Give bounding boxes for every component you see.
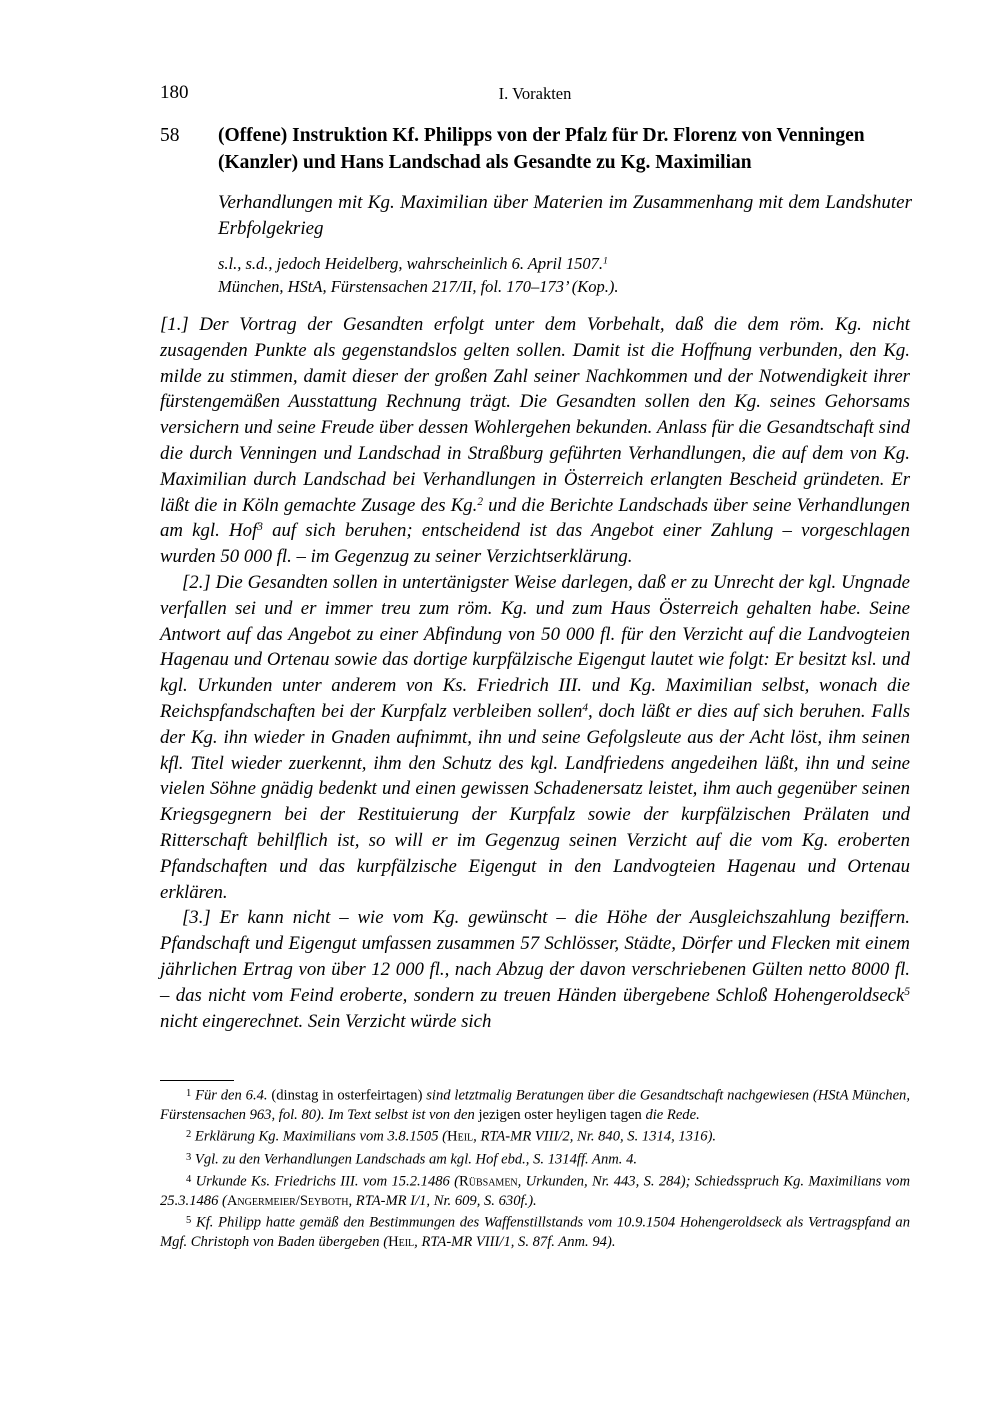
footnote-1-text-b: (dinstag in osterfeirtagen)	[267, 1087, 427, 1104]
footnote-2-text-a: Erklärung Kg. Maximilians vom 3.8.1505 (	[194, 1129, 448, 1146]
paragraph-1-text-b: und die Berichte Landschads über seine Verhandlungen am kgl. Hof	[160, 494, 910, 542]
footnote-4-author-1: Rübsamen	[459, 1173, 518, 1190]
footnote-5-text-a: Kf. Philipp hatte gemäß den Bestimmungen des Waffenstillstands vom 10.9.1504 Hohengeroldseck als Vertragspfand an Mgf. Christoph von Baden übergeben (	[160, 1214, 910, 1251]
date-text: s.l., s.d., jedoch Heidelberg, wahrscheinlich 6. April 1507.	[218, 254, 603, 273]
footnote-1-text-d: jezigen oster heyligen tagen	[474, 1107, 646, 1124]
running-header	[160, 82, 910, 108]
footnote-2-text-b: , RTA-MR VIII/2, Nr. 840, S. 1314, 1316).	[473, 1129, 717, 1146]
footnote-2-author: Heil	[447, 1129, 474, 1146]
date-line	[218, 252, 912, 275]
paragraph-1-text-c: auf sich beruhen; entscheidend ist das Angebot einer Zahlung – vorgeschlagen wurden 50 000 fl. – im Gegenzug zu seiner Verzichtserklärung.	[160, 520, 910, 568]
footnote-4-number: 4	[186, 1173, 192, 1185]
footnote-ref-3: 3	[257, 521, 263, 534]
paragraph-1	[160, 312, 910, 570]
footnote-ref-2: 2	[477, 495, 483, 508]
footnote-1-text-a: Für den 6.4.	[195, 1087, 268, 1104]
footnote-4	[160, 1170, 910, 1211]
footnote-ref-5: 5	[904, 985, 910, 998]
footnote-2-number: 2	[186, 1129, 192, 1141]
footnote-ref-1: 1	[602, 255, 608, 267]
footnote-divider	[160, 1080, 234, 1081]
footnote-5-text-b: , RTA-MR VIII/1, S. 87f. Anm. 94).	[414, 1234, 616, 1251]
footnote-4-text-c: , RTA-MR I/1, Nr. 609, S. 630f.).	[348, 1192, 537, 1209]
source-line: München, HStA, Fürstensachen 217/II, fol. 170–173’ (Kop.).	[218, 277, 619, 296]
footnote-3-text-a: Vgl. zu den Verhandlungen Landschads am kgl. Hof ebd., S. 1314ff. Anm. 4.	[194, 1151, 638, 1168]
footnote-5-author: Heil	[388, 1234, 415, 1251]
paragraph-2	[160, 570, 910, 905]
footnote-4-author-2: Angermeier/Seyboth	[226, 1192, 349, 1209]
footnotes	[160, 1084, 910, 1253]
paragraph-2-text-a: [2.] Die Gesandten sollen in untertänigster Weise darlegen, daß er zu Unrecht der kgl. Ungnade verfallen sei und er immer treu zum röm. Kg. und zum Haus Österreich gehalten habe. Seine Antwort auf das Angebot zu einer Abfindung von 50 000 fl. für den Verzicht auf die Landvogteien Hagenau und Ortenau sowie das dortige kurpfälzische Eigengut lautet wie folgt: Er besitzt ksl. und kgl. Urkunden unter anderem von Ks. Friedrich III. und Kg. Maximilian selbst, wonach die Reichspfandschaften bei der Kurpfalz verbleiben sollen	[160, 571, 910, 722]
footnote-4-text-a: Urkunde Ks. Friedrichs III. vom 15.2.1486 (	[195, 1173, 460, 1190]
footnote-5-number: 5	[186, 1215, 192, 1227]
footnote-1-number: 1	[186, 1088, 192, 1099]
paragraph-3	[160, 905, 910, 1034]
document-subject: Verhandlungen mit Kg. Maximilian über Materien im Zusammenhang mit dem Landshuter Erbfolgekrieg	[218, 192, 912, 239]
footnote-3-number: 3	[186, 1151, 192, 1163]
document-meta	[218, 252, 912, 298]
footnote-1	[160, 1084, 910, 1125]
footnote-1-text-c: sind letztmalig Beratungen über die Gesandtschaft nachgewiesen (HStA München, Fürstensachen 963, fol. 80). Im Text selbst ist von den	[160, 1087, 910, 1124]
footnote-5	[160, 1211, 910, 1252]
footnote-1-text-e: die Rede.	[645, 1107, 700, 1124]
footnote-3	[160, 1148, 910, 1170]
document-title: (Offene) Instruktion Kf. Philipps von der Pfalz für Dr. Florenz von Venningen (Kanzler) und Hans Landschad als Gesandte zu Kg. Maximilian	[218, 125, 865, 173]
footnote-4-text-b: , Urkunden, Nr. 443, S. 284); Schiedsspruch Kg. Maximilians vom 25.3.1486 (	[160, 1173, 910, 1209]
footnote-ref-4: 4	[582, 701, 589, 714]
footnote-2	[160, 1125, 910, 1147]
running-title: I. Vorakten	[498, 84, 572, 103]
paragraph-3-text-b: nicht eingerechnet. Sein Verzicht würde sich	[160, 1010, 492, 1032]
paragraph-3-text-a: [3.] Er kann nicht – wie vom Kg. gewünscht – die Höhe der Ausgleichszahlung beziffern. Pfandschaft und Eigengut umfassen zusammen 57 Schlösser, Städte, Dörfer und Flecken mit einem jährlichen Ertrag von über 12 000 fl., nach Abzug der davon verschriebenen Gülten netto 8000 fl. – das nicht vom Feind eroberte, sondern zu treuen Händen übergebene Schloß Hohengeroldseck	[160, 907, 910, 1006]
document-number: 58	[160, 125, 180, 146]
page-number: 180	[160, 82, 189, 103]
body-text	[160, 312, 910, 1034]
paragraph-2-text-b: , doch läßt er dies auf sich beruhen. Falls der Kg. ihn wieder in Gnaden aufnimmt, ihn und seine Gefolgsleute aus der Acht löst, ihm seinen kfl. Titel wieder zuerkennt, ihm den Schutz des kgl. Landfriedens angedeihen läßt, ihn und seine vielen Söhne gnädig bedenkt und einen gewissen Schadenersatz leistet, ihm auch gegenüber seinen Kriegsgegnern bei der Restituierung der Kurpfalz sowie der kurpfälzischen Prälaten und Ritterschaft behilflich ist, so will er im Gegenzug seinen Verzicht auf die vom Kg. eroberten Pfandschaften und das kurpfälzische Eigengut in den Landvogteien Hagenau und Ortenau erklären.	[160, 700, 911, 903]
paragraph-1-text-a: [1.] Der Vortrag der Gesandten erfolgt unter dem Vorbehalt, daß die dem röm. Kg. nicht zusagenden Punkte als gegenstandslos gelten sollen. Damit ist die Hoffnung verbunden, den Kg. milde zu stimmen, damit dieser der großen Zahl seiner Nachkommen und der Notwendigkeit ihrer fürstengemäßen Ausstattung Rechnung trägt. Die Gesandten sollen den Kg. seines Gehorsams versichern und seine Freude über dessen Wohlergehen bekunden. Anlass für die Gesandtschaft sind die durch Venningen und Landschad in Straßburg geführten Verhandlungen, die auf dem von Kg. Maximilian durch Landschad bei Verhandlungen in Österreich erlangten Bescheid gründeten. Er läßt die in Köln gemachte Zusage des Kg.	[160, 314, 910, 516]
